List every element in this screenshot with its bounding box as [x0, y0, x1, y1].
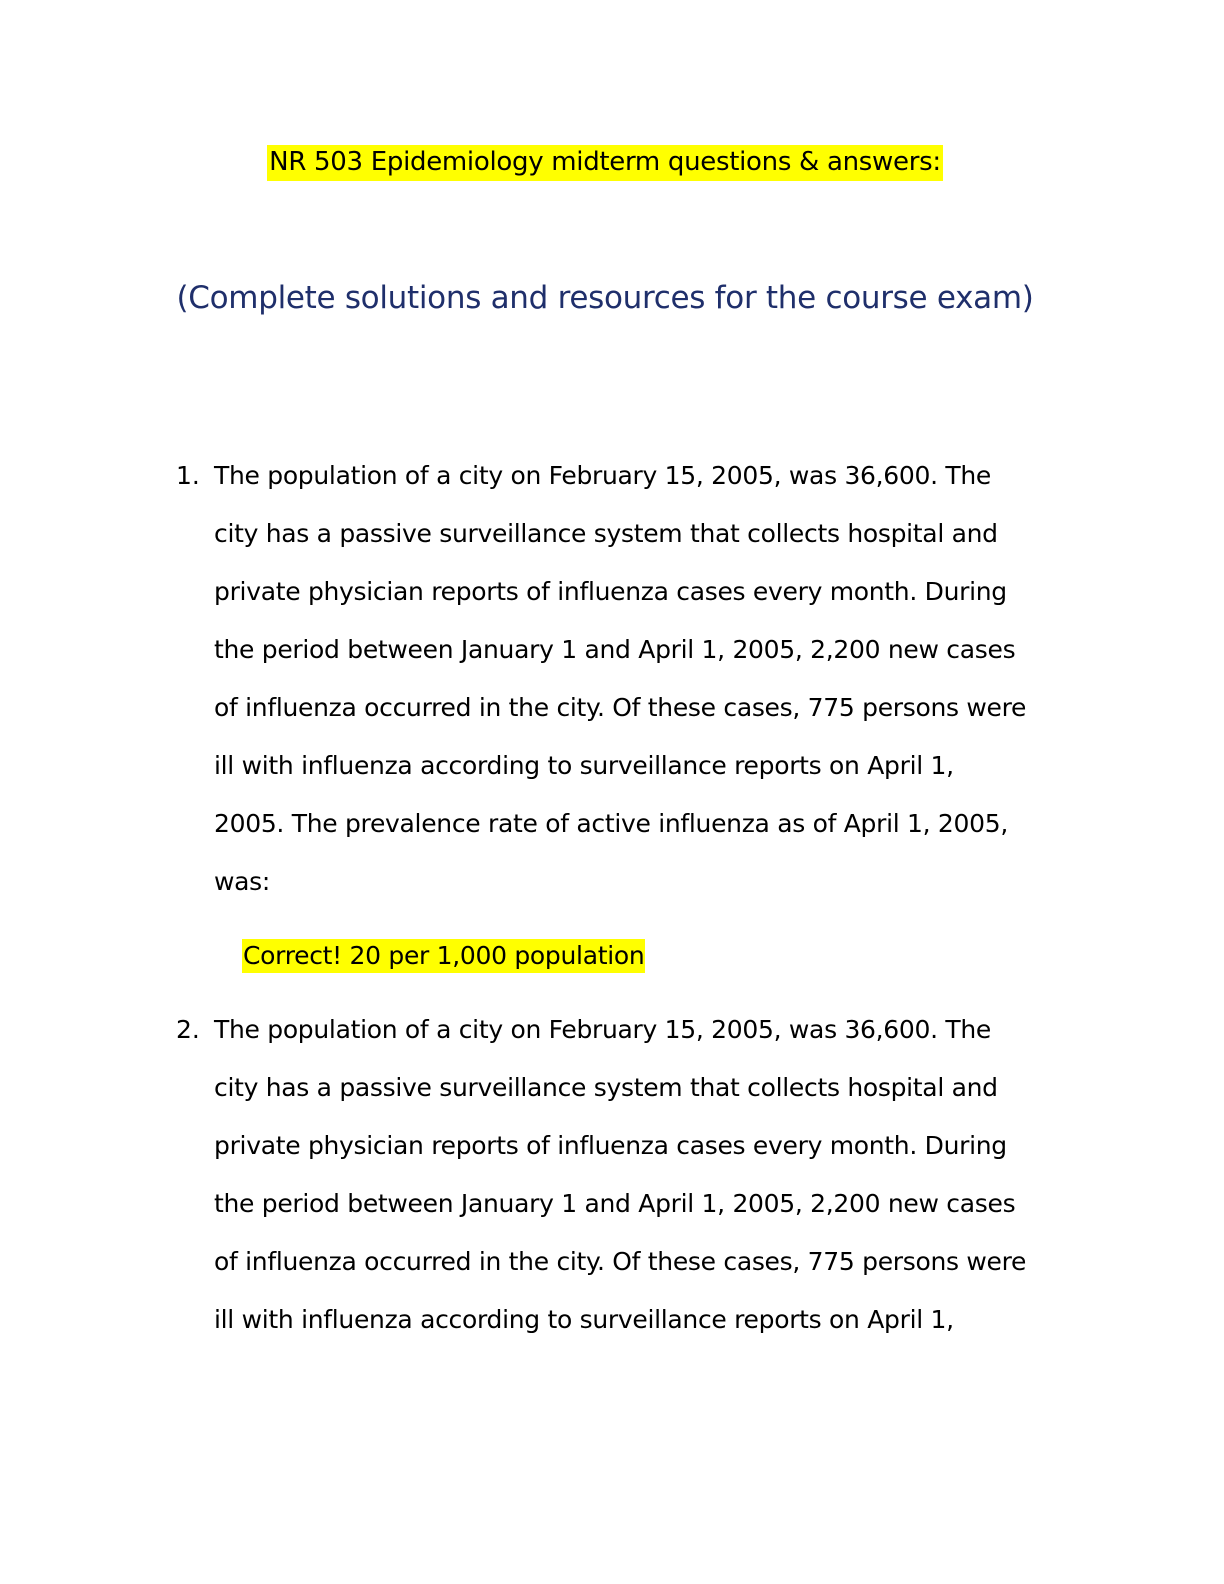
question-number: 2.: [176, 1015, 200, 1044]
question-text: The population of a city on February 15, 2005, was 36,600. The city has a passive surveillance system that collects hospital and private physician reports of influenza cases every month. During the period between January 1 and April 1, 2005, 2,200 new cases of influenza occurred in the city. Of these cases, 775 persons were ill with influenza according to surveillance reports on April 1,: [214, 1015, 1027, 1334]
question-text: The population of a city on February 15, 2005, was 36,600. The city has a passive surveillance system that collects hospital and private physician reports of influenza cases every month. During the period between January 1 and April 1, 2005, 2,200 new cases of influenza occurred in the city. Of these cases, 775 persons were ill with influenza according to surveillance reports on April 1, 2005. The prevalence rate of active influenza as of April 1, 2005, was:: [214, 461, 1027, 896]
answer-1: [242, 934, 645, 978]
title-highlight: NR 503 Epidemiology midterm questions & answers:: [267, 145, 943, 181]
document-title: [0, 142, 1210, 182]
answer-highlight: Correct! 20 per 1,000 population: [242, 939, 645, 973]
document-subtitle: (Complete solutions and resources for the course exam): [176, 280, 1034, 316]
question-number: 1.: [176, 461, 200, 490]
